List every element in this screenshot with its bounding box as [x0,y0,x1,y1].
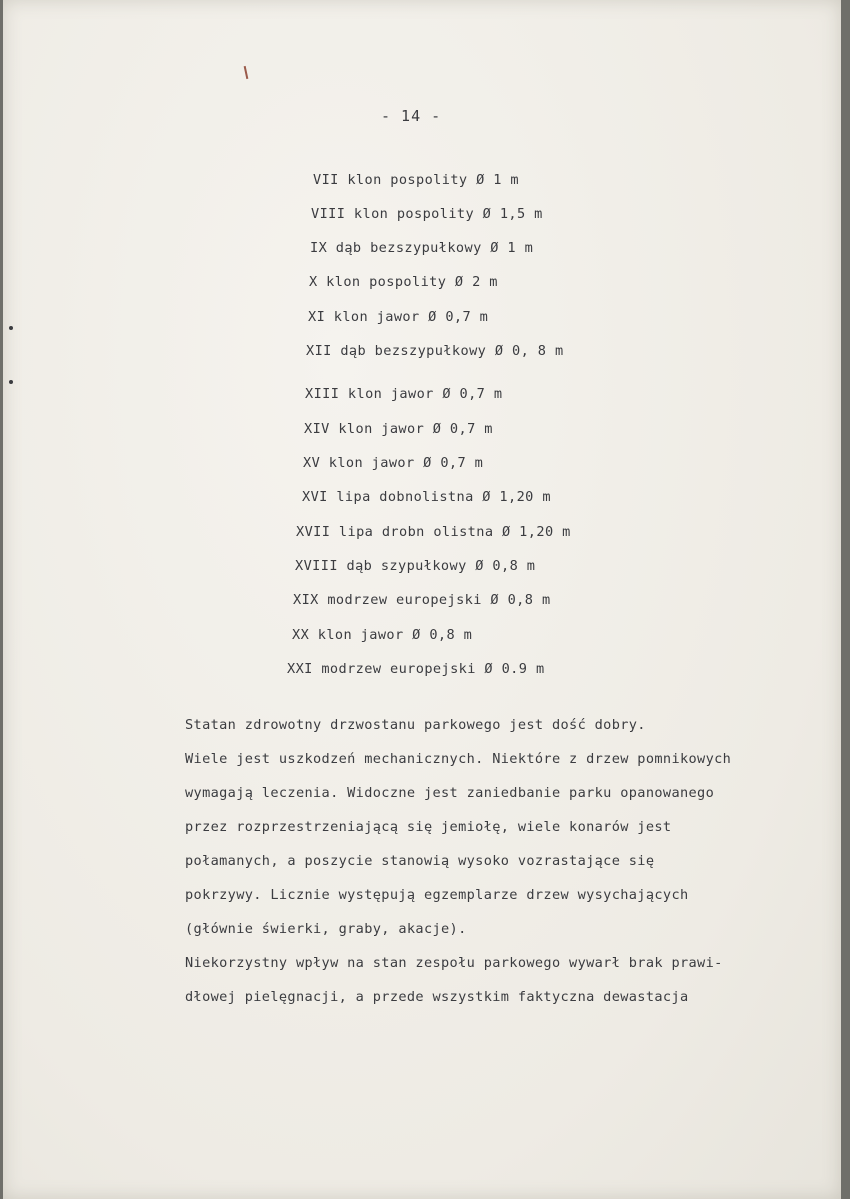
stray-ink-dot [9,326,13,330]
page-number: - 14 - [381,107,442,125]
tree-list-item: XVIII dąb szypułkowy Ø 0,8 m [295,558,536,574]
paragraph-line: dłowej pielęgnacji, a przede wszystkim faktyczna dewastacja [185,989,689,1005]
tree-list-item: XVII lipa drobn olistna Ø 1,20 m [296,524,571,540]
body-paragraph [185,708,835,1014]
tree-list-item: VIII klon pospolity Ø 1,5 m [311,206,543,222]
tree-list-item: XX klon jawor Ø 0,8 m [292,627,473,643]
tree-list-item: XI klon jawor Ø 0,7 m [308,309,489,325]
paragraph-line: Statan zdrowotny drzwostanu parkowego jest dość dobry. [185,717,646,733]
stray-ink-dot [9,380,13,384]
tree-list-item: XIII klon jawor Ø 0,7 m [305,386,503,402]
paragraph-line: pokrzywy. Licznie występują egzemplarze drzew wysychających [185,887,689,903]
tree-list-item: XIX modrzew europejski Ø 0,8 m [293,592,551,608]
tree-list-item: IX dąb bezszypułkowy Ø 1 m [310,240,534,256]
paragraph-line: Niekorzystny wpływ na stan zespołu parkowego wywarł brak prawi- [185,955,723,971]
document-page [3,0,841,1199]
paragraph-line: wymagają leczenia. Widoczne jest zaniedbanie parku opanowanego [185,785,715,801]
tree-list-item: XII dąb bezszypułkowy Ø 0, 8 m [306,343,564,359]
tree-list-item: XVI lipa dobnolistna Ø 1,20 m [302,489,551,505]
paragraph-line: przez rozprzestrzeniającą się jemiołę, wiele konarów jest [185,819,672,835]
tree-list-item: XXI modrzew europejski Ø 0.9 m [287,661,545,677]
tree-list [3,0,841,1199]
tree-list-item: XV klon jawor Ø 0,7 m [303,455,484,471]
paragraph-line: połamanych, a poszycie stanowią wysoko vozrastające się [185,853,655,869]
paragraph-line: (głównie świerki, graby, akacje). [185,921,467,937]
tree-list-item: VII klon pospolity Ø 1 m [313,172,520,188]
tree-list-item: X klon pospolity Ø 2 m [309,274,498,290]
tree-list-item: XIV klon jawor Ø 0,7 m [304,421,493,437]
paragraph-line: Wiele jest uszkodzeń mechanicznych. Niektóre z drzew pomnikowych [185,751,732,767]
